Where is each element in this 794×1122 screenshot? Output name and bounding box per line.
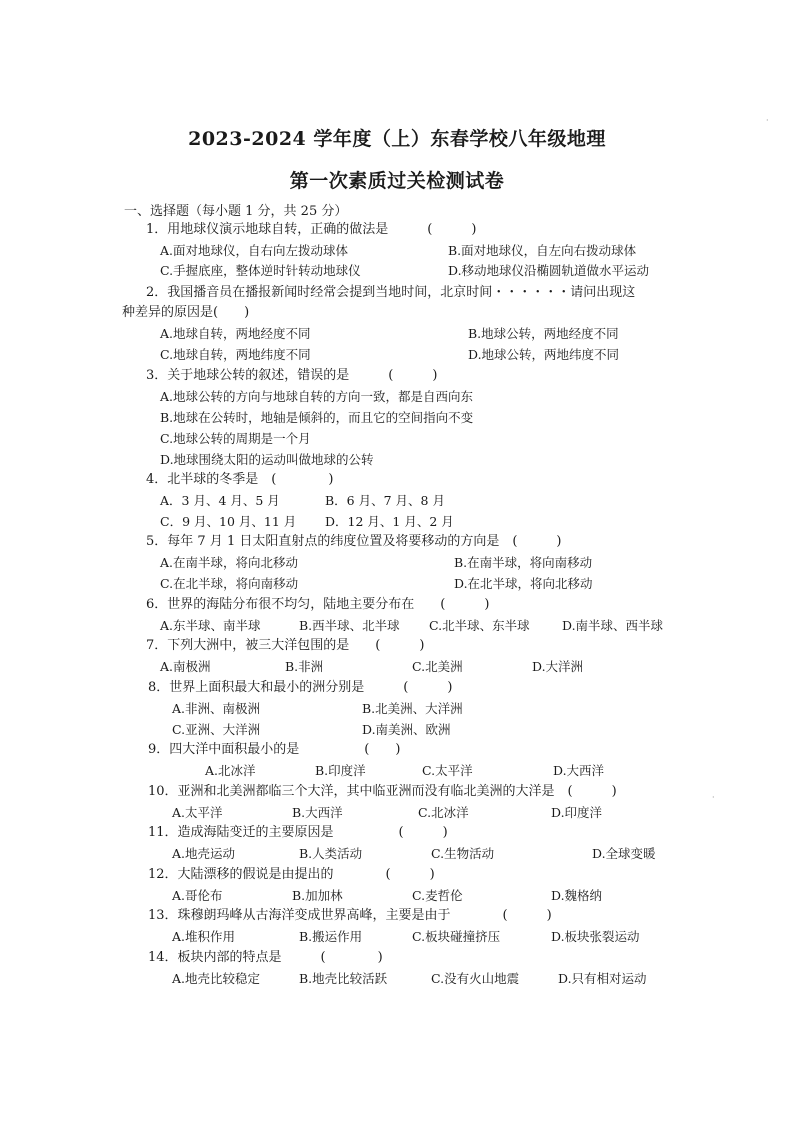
question-3-stem: 3．关于地球公转的叙述，错误的是 ( ) [146,368,438,383]
question-2-option-b: B.地球公转，两地经度不同 [468,326,619,341]
question-2-option-c: C.地球自转，两地纬度不同 [160,347,311,362]
question-2-stem: 2．我国播音员在播报新闻时经常会提到当地时间，北京时间・・・・・・请问出现这 [146,285,636,300]
scan-speck: · [712,793,715,802]
question-2-stem-cont: 种差异的原因是( ) [122,305,250,320]
scan-speck: · [766,116,769,125]
question-9-option-b: B.印度洋 [315,763,366,778]
question-9-stem: 9．四大洋中面积最小的是 ( ) [148,742,401,757]
question-10-option-c: C.北冰洋 [418,805,469,820]
question-4-option-a: A．3 月、4 月、5 月 [160,493,280,508]
question-8-option-a: A.非洲、南极洲 [172,701,261,716]
question-8-option-b: B.北美洲、大洋洲 [362,701,463,716]
question-11-option-c: C.生物活动 [431,846,495,861]
question-5-option-c: C.在北半球，将向南移动 [160,576,299,591]
question-3-option-d: D.地球围绕太阳的运动叫做地球的公转 [160,452,374,467]
question-4-option-c: C．9 月、10 月、11 月 [160,514,297,529]
question-14-option-b: B.地壳比较活跃 [299,971,388,986]
question-4-option-b: B．6 月、7 月、8 月 [325,493,445,508]
question-13-option-d: D.板块张裂运动 [551,929,640,944]
question-1-option-a: A.面对地球仪，自右向左拨动球体 [160,243,349,258]
exam-title-line2: 第一次素质过关检测试卷 [289,170,505,192]
question-5-option-a: A.在南半球，将向北移动 [160,555,299,570]
question-14-option-c: C.没有火山地震 [431,971,520,986]
question-12-option-a: A.哥伦布 [172,888,223,903]
question-12-option-d: D.魏格纳 [551,888,603,903]
question-1-option-d: D.移动地球仪沿椭圆轨道做水平运动 [448,263,650,278]
question-6-option-a: A.东半球、南半球 [160,618,261,633]
question-12-option-b: B.加加林 [292,888,343,903]
question-2-option-d: D.地球公转，两地纬度不同 [468,347,620,362]
question-11-option-d: D.全球变暖 [592,846,656,861]
question-10-option-d: D.印度洋 [551,805,603,820]
question-9-option-a: A.北冰洋 [205,763,256,778]
question-8-option-d: D.南美洲、欧洲 [362,722,451,737]
question-11-option-b: B.人类活动 [299,846,363,861]
question-7-option-b: B.非洲 [285,659,324,674]
question-3-option-a: A.地球公转的方向与地球自转的方向一致，都是自西向东 [160,389,474,404]
exam-title-line1: 2023-2024 学年度（上）东春学校八年级地理 [188,128,606,150]
question-13-option-b: B.搬运作用 [299,929,363,944]
question-7-option-c: C.北美洲 [412,659,463,674]
question-5-option-b: B.在南半球，将向南移动 [454,555,593,570]
question-3-option-b: B.地球在公转时，地轴是倾斜的，而且它的空间指向不变 [160,410,474,425]
question-6-option-d: D.南半球、西半球 [562,618,664,633]
section-heading: 一、选择题（每小题 1 分，共 25 分） [124,204,348,219]
question-8-stem: 8．世界上面积最大和最小的洲分别是 ( ) [148,680,453,695]
question-13-stem: 13．珠穆朗玛峰从古海洋变成世界高峰，主要是由于 ( ) [148,908,552,923]
question-5-stem: 5．每年 7 月 1 日太阳直射点的纬度位置及将要移动的方向是 ( ) [146,534,562,549]
question-7-option-d: D.大洋洲 [532,659,584,674]
question-4-option-d: D．12 月、1 月、2 月 [325,514,454,529]
question-1-stem: 1．用地球仪演示地球自转，正确的做法是 ( ) [146,222,477,237]
question-11-stem: 11．造成海陆变迁的主要原因是 ( ) [148,825,448,840]
question-3-option-c: C.地球公转的周期是一个月 [160,431,311,446]
question-14-option-a: A.地壳比较稳定 [172,971,261,986]
question-6-option-b: B.西半球、北半球 [299,618,400,633]
question-14-stem: 14．板块内部的特点是 ( ) [148,950,383,965]
question-9-option-d: D.大西洋 [553,763,605,778]
question-11-option-a: A.地壳运动 [172,846,236,861]
question-2-option-a: A.地球自转，两地经度不同 [160,326,311,341]
question-10-stem: 10．亚洲和北美洲都临三个大洋，其中临亚洲而没有临北美洲的大洋是 ( ) [148,784,617,799]
question-12-option-c: C.麦哲伦 [412,888,463,903]
question-14-option-d: D.只有相对运动 [558,971,647,986]
question-10-option-b: B.大西洋 [292,805,343,820]
question-7-option-a: A.南极洲 [160,659,211,674]
question-13-option-c: C.板块碰撞挤压 [412,929,501,944]
question-9-option-c: C.太平洋 [422,763,473,778]
question-6-stem: 6．世界的海陆分布很不均匀，陆地主要分布在 ( ) [146,597,490,612]
question-1-option-b: B.面对地球仪，自左向右拨动球体 [448,243,637,258]
question-13-option-a: A.堆积作用 [172,929,236,944]
question-5-option-d: D.在北半球，将向北移动 [454,576,593,591]
question-6-option-c: C.北半球、东半球 [429,618,530,633]
question-7-stem: 7．下列大洲中，被三大洋包围的是 ( ) [146,638,425,653]
question-8-option-c: C.亚洲、大洋洲 [172,722,261,737]
question-10-option-a: A.太平洋 [172,805,223,820]
question-1-option-c: C.手握底座，整体逆时针转动地球仪 [160,263,361,278]
question-12-stem: 12．大陆漂移的假说是由提出的 ( ) [148,867,435,882]
question-4-stem: 4．北半球的冬季是 ( ) [146,472,334,487]
